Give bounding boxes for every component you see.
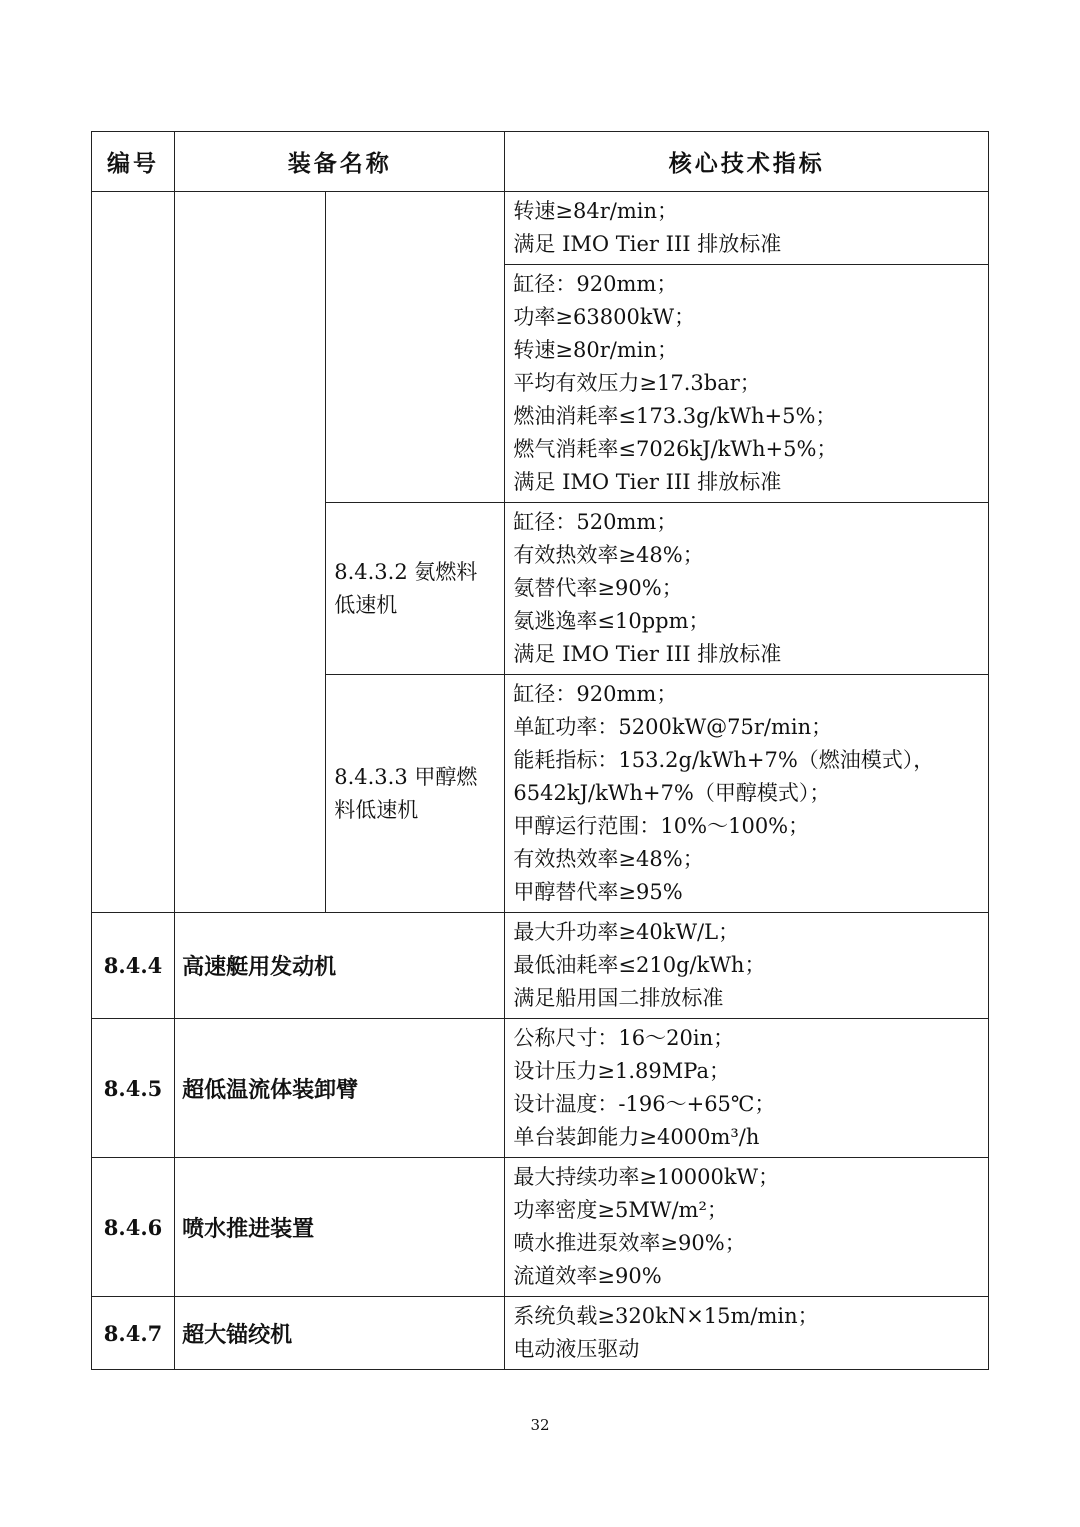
spec-line: 缸径：520mm；: [513, 510, 678, 534]
spec-line: 6542kJ/kWh+7%（甲醇模式）；: [513, 781, 831, 805]
spec-line: 最大持续功率≥10000kW；: [513, 1165, 780, 1189]
spec-line: 功率≥63800kW；: [513, 305, 696, 329]
page-number: 32: [530, 1416, 550, 1434]
spec-line: 甲醇替代率≥95%: [513, 880, 683, 904]
spec-line: 公称尺寸：16～20in；: [513, 1026, 735, 1050]
header-code: 编号: [92, 132, 175, 192]
spec-line: 能耗指标：153.2g/kWh+7%（燃油模式），: [513, 748, 935, 772]
table-row: [92, 913, 989, 1019]
table-row: [92, 192, 989, 265]
subname-cell: 8.4.3.2 氨燃料低速机: [326, 503, 505, 675]
spec-line: 满足船用国二排放标准: [513, 986, 724, 1010]
spec-line: 满足 IMO Tier III 排放标准: [513, 642, 782, 666]
spec-line: 缸径：920mm；: [513, 272, 678, 296]
table-header-row: [92, 132, 989, 192]
table-row: [92, 1158, 989, 1297]
spec-line: 满足 IMO Tier III 排放标准: [513, 232, 782, 256]
spec-cell: [505, 1019, 989, 1158]
table-row: [92, 1297, 989, 1370]
spec-cell: [505, 1297, 989, 1370]
spec-line: 转速≥80r/min；: [513, 338, 679, 362]
spec-cell: [505, 1158, 989, 1297]
spec-cell: [505, 192, 989, 265]
spec-line: 单台装卸能力≥4000m³/h: [513, 1125, 760, 1149]
spec-line: 最低油耗率≤210g/kWh；: [513, 953, 766, 977]
spec-line: 最大升功率≥40kW/L；: [513, 920, 740, 944]
spec-line: 喷水推进泵效率≥90%；: [513, 1231, 746, 1255]
item-code: 8.4.5: [92, 1019, 175, 1158]
item-name: 高速艇用发动机: [175, 913, 505, 1019]
item-name: 超大锚绞机: [175, 1297, 505, 1370]
spec-line: 缸径：920mm；: [513, 682, 678, 706]
spec-line: 满足 IMO Tier III 排放标准: [513, 470, 782, 494]
header-spec: 核心技术指标: [505, 132, 989, 192]
subname-cell: 8.4.3.3 甲醇燃料低速机: [326, 675, 505, 913]
spec-line: 燃油消耗率≤173.3g/kWh+5%；: [513, 404, 837, 428]
spec-line: 氨逃逸率≤10ppm；: [513, 609, 710, 633]
spec-cell: [505, 913, 989, 1019]
table-row: [92, 1019, 989, 1158]
item-code: 8.4.6: [92, 1158, 175, 1297]
spec-line: 系统负载≥320kN×15m/min；: [513, 1304, 819, 1328]
spec-line: 甲醇运行范围：10%～100%；: [513, 814, 810, 838]
spec-line: 设计压力≥1.89MPa；: [513, 1059, 730, 1083]
spec-line: 燃气消耗率≤7026kJ/kWh+5%；: [513, 437, 838, 461]
spec-cell: [505, 503, 989, 675]
equipment-spec-table: [91, 131, 989, 1370]
spec-cell: [505, 265, 989, 503]
spec-line: 转速≥84r/min；: [513, 199, 679, 223]
spec-cell: [505, 675, 989, 913]
spec-line: 设计温度：-196～+65℃；: [513, 1092, 776, 1116]
subname-cell-continued: [326, 192, 505, 503]
spec-line: 有效热效率≥48%；: [513, 847, 704, 871]
header-name: 装备名称: [175, 132, 505, 192]
item-code: 8.4.4: [92, 913, 175, 1019]
spec-line: 氨替代率≥90%；: [513, 576, 683, 600]
spec-line: 功率密度≥5MW/m²；: [513, 1198, 728, 1222]
name-cell-continued: [175, 192, 326, 913]
spec-line: 有效热效率≥48%；: [513, 543, 704, 567]
code-cell-continued: [92, 192, 175, 913]
spec-line: 电动液压驱动: [513, 1337, 640, 1361]
item-name: 超低温流体装卸臂: [175, 1019, 505, 1158]
spec-line: 单缸功率：5200kW@75r/min；: [513, 715, 833, 739]
item-code: 8.4.7: [92, 1297, 175, 1370]
spec-line: 流道效率≥90%: [513, 1264, 662, 1288]
spec-line: 平均有效压力≥17.3bar；: [513, 371, 761, 395]
item-name: 喷水推进装置: [175, 1158, 505, 1297]
